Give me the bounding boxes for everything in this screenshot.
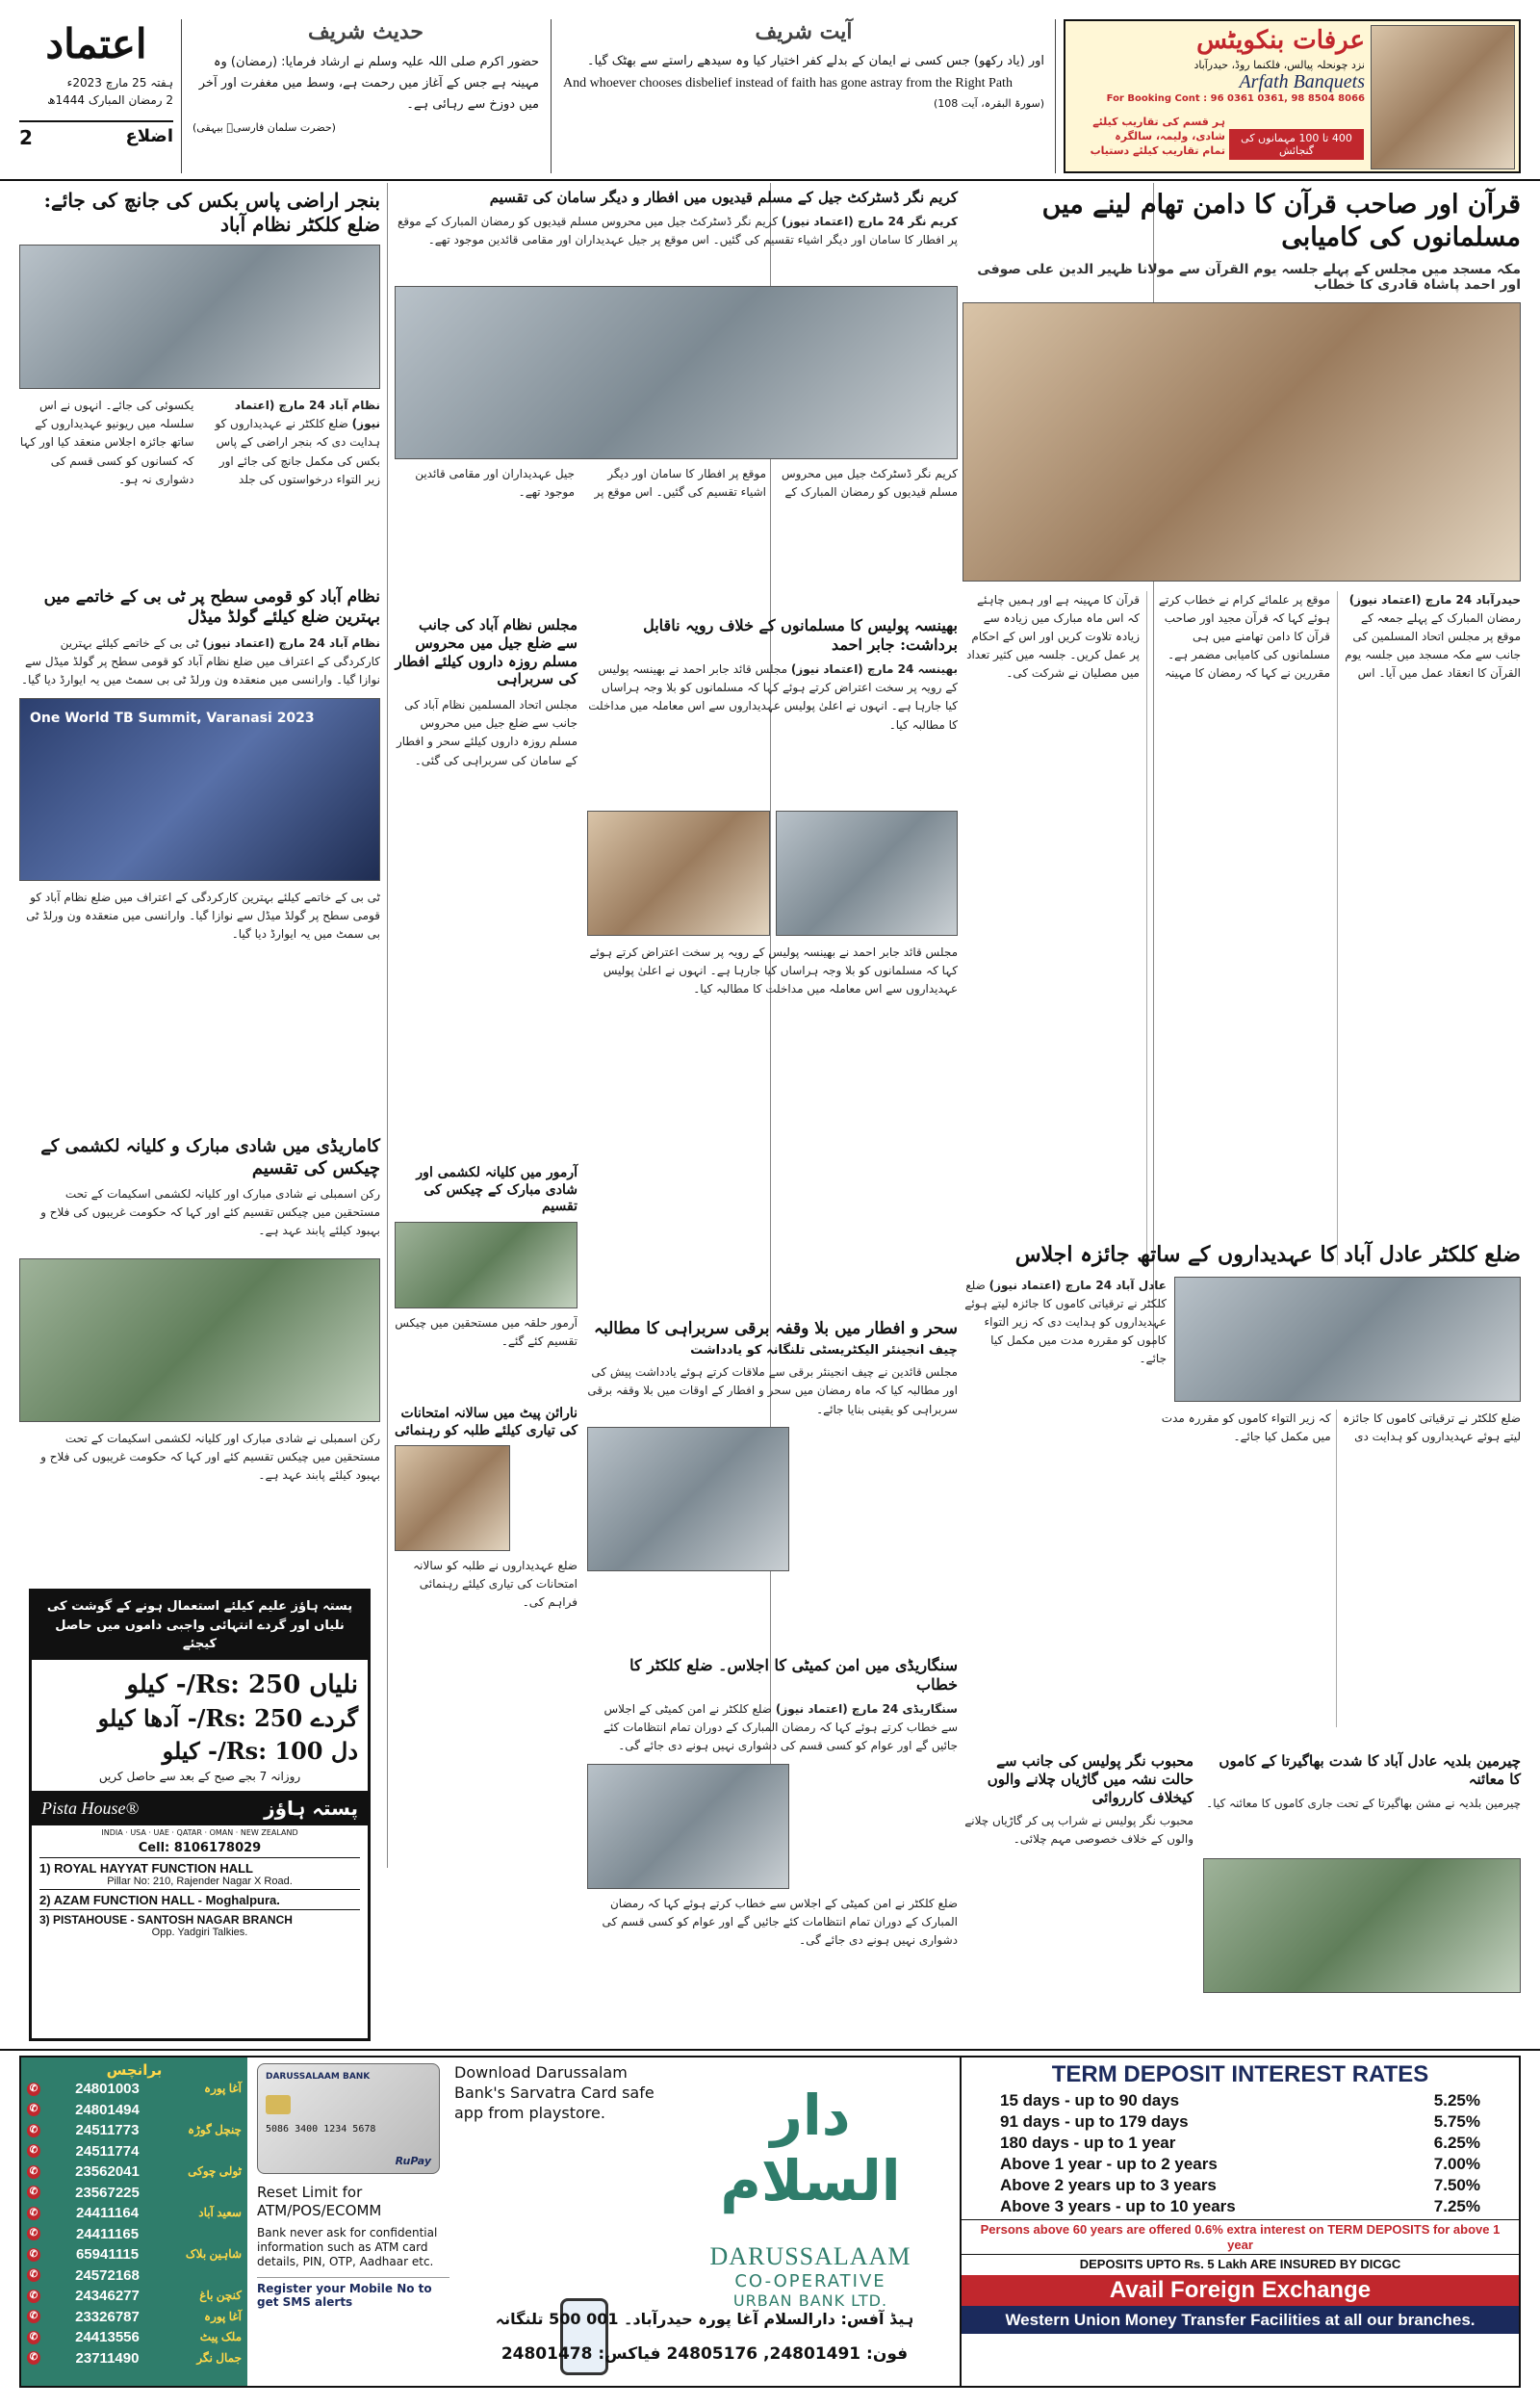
rate-row [1000,2175,1480,2196]
branch-name: چنچل گوڑہ [188,2123,242,2136]
branch-phone: 24801003 [75,2081,140,2097]
section-name: اضلاع [125,125,173,146]
branch-row [27,2265,242,2287]
branch-phone: 23567225 [75,2184,140,2201]
photo-narayanpet [395,1445,510,1551]
phone-icon: ✆ [27,2207,40,2220]
download-text: Download Darussalam Bank's Sarvatra Card safe app from playstore. [454,2063,654,2122]
dateline-adilabad: عادل آباد 24 مارچ (اعتماد نیوز) [988,1278,1167,1292]
rate-value: 5.75% [1433,2112,1480,2131]
tb-summit-banner: One World TB Summit, Varanasi 2023 [30,710,315,726]
subhead-electricity: چیف انجینئر الیکٹریسٹی تلنگانہ کو یادداشت [690,1343,958,1359]
article-nizamabad [19,189,380,535]
body-kamareddy-more: رکن اسمبلی نے شادی مبارک اور کلیانہ لکشمی اسکیمات کے تحت مستحقین میں چیکس تقسیم کئے اور کہا کہ حکومت غریبوں کی فلاح و بہبود کیلئے پابند عہد ہے۔ [40,1432,380,1483]
branch-name: کنچن باغ [199,2289,242,2302]
rate-term: 180 days - up to 1 year [1000,2134,1176,2152]
pista-brand: Pista House® [41,1798,140,1818]
body-adilabad-more: ضلع کلکٹر نے ترقیاتی کاموں کا جائزہ لیتے ہوئے عہدیداروں کو ہدایت دی کہ زیر التواء کاموں کو مقررہ مدت میں مکمل کیا جائے۔ [1161,1411,1521,1443]
branch-name: شاہین بلاک [185,2247,242,2261]
branch-row [27,2161,242,2183]
article-jail-sehri [395,616,578,1155]
banquet-booking: For Booking Cont : 96 0361 0361, 98 8504 8066 [1106,92,1365,104]
body-gold-medal: ٹی بی کے خاتمے کیلئے بہترین کارکردگی کے اعتراف میں ضلع نظام آباد کو قومی سطح پر گولڈ میڈل سے نوازا گیا۔ وارانسی میں منعقدہ ون ورلڈ ٹی بی سمٹ میں یہ ایوارڈ دیا گیا۔ [20,635,380,686]
body-karimnagar: کریم نگر ڈسٹرکٹ جیل میں محروس مسلم قیدیوں کو رمضان المبارک کے موقع پر افطار کا سامان اور دیگر اشیاء تقسیم کی گئیں۔ اس موقع پر جیل عہدیداران اور مقامی قائدین موجود تھے۔ [397,214,958,246]
pista-countries: INDIA · USA · UAE · QATAR · OMAN · NEW ZEALAND [101,1828,298,1837]
branch-name: آغا پورہ [204,2082,242,2095]
branch-row [27,2307,242,2328]
headline-electricity: سحر و افطار میں بلا وقفہ برقی سربراہی کا مطالبہ [594,1319,958,1338]
hijri-line: 2 رمضان المبارک 1444ھ [47,92,173,107]
forex-text: Western Union Money Transfer Facilities at all our branches. [962,2306,1519,2334]
photo-jail-distribution [395,286,958,459]
article-electricity [587,1319,958,1646]
masthead [19,19,1521,173]
rate-term: Above 1 year - up to 2 years [1000,2155,1218,2173]
branch-name: ملک پیٹ [199,2330,242,2343]
banquet-title-urdu: عرفات بنکویٹس [1196,26,1365,55]
ayat-english: And whoever chooses disbelief instead of faith has gone astray from the Right Path [563,76,1013,91]
phone-icon: ✆ [27,2144,40,2158]
rate-row [1000,2196,1480,2217]
branch-phone: 23326787 [75,2308,140,2325]
photo-adilabad-review [1174,1277,1521,1402]
branch-row [27,2203,242,2224]
bank-name-1: DARUSSALAAM [709,2242,911,2270]
branch-row [27,2183,242,2204]
branch-phone: 24801494 [75,2101,140,2118]
branch-phone: 23562041 [75,2163,140,2180]
phone-icon: ✆ [27,2103,40,2116]
banquet-building-image [1371,25,1515,169]
headline-kamareddy: کاماریڈی میں شادی مبارک و کلیانہ لکشمی کے چیکس کی تقسیم [40,1136,380,1178]
dateline-gold-medal: نظام آباد 24 مارچ (اعتماد نیوز) [202,635,380,650]
bank-phones: فون: 24801491, 24805176 فیاکس: 24801478 [500,2344,909,2364]
branch-row [27,2348,242,2369]
pista-price-line-2: گردے Rs: 250/- آدھا کیلو [97,1704,358,1732]
phone-icon: ✆ [27,2083,40,2096]
rate-value: 7.00% [1433,2155,1480,2173]
head-office: ہیڈ آفس: دارالسلام آغا پورہ حیدرآباد۔ 001 500 تلنگانہ [495,2310,914,2328]
page-number: 2 [19,125,33,149]
body-nizamabad: ضلع کلکٹر نے عہدیداروں کو ہدایت دی کہ بنجر اراضی کے پاس بکس کی مکمل جانچ کی جائے اور زیر التواء درخواستوں کی جلد یکسوئی کی جائے۔ انہوں نے اس سلسلہ میں ریونیو عہدیداروں کے ساتھ جائزہ اجلاس منعقد کیا اور کہا کہ کسانوں کو کسی قسم کی دشواری نہ ہو۔ [19,399,380,486]
hadith-text: حضور اکرم صلی اللہ علیہ وسلم نے ارشاد فرمایا: (رمضان) وہ مہینہ ہے جس کے آغاز میں رحمت ہے، وسط میں مغفرت اور آخر میں دوزخ سے رہائی ہے۔ [198,54,539,112]
card-panel [257,2063,449,2381]
bank-logo: دار السلام [720,2083,901,2213]
ayat-ref: (سورۃ البقرہ، آیت 108) [933,97,1044,111]
warning-text: Bank never ask for confidential information such as ATM card details, PIN, OTP, Aadhaar etc. [257,2225,438,2268]
headline-jail-sehri: مجلس نظام آباد کی جانب سے ضلع جیل میں محروس مسلم روزہ داروں کیلئے افطار کی سربراہی [395,616,578,688]
dateline-nizamabad: نظام آباد 24 مارچ (اعتماد نیوز) [234,399,380,431]
pista-cell: Cell: 8106178029 [138,1841,262,1855]
photo-electricity-memo [587,1427,789,1571]
sms-text: Register your Mobile No to get SMS alerts [257,2277,449,2309]
headline-adilabad-chairman: چیرمین بلدیہ عادل آباد کا شدت بھاگیرتا کے کاموں کا معائنہ [1219,1752,1521,1788]
headline-adilabad: ضلع کلکٹر عادل آباد کا عہدیداروں کے ساتھ جائزہ اجلاس [1014,1242,1521,1267]
body-bhainsa: مجلس قائد جابر احمد نے بھینسہ پولیس کے رویہ پر سخت اعتراض کرتے ہوئے کہا کہ مسلمانوں کو بلا وجہ ہراساں کیا جارہا ہے۔ انہوں نے اعلیٰ پولیس عہدیداروں سے اس معاملہ میں مداخلت کا مطالبہ کیا۔ [588,662,958,732]
pista-branch-3: 3) PISTAHOUSE - SANTOSH NAGAR BRANCH Opp. Yadgiri Talkies. [39,1909,360,1938]
branch-row [27,2327,242,2348]
branch-phone: 24411165 [75,2225,140,2242]
banquet-address: نزد چونحلہ پیالس، فلکنما روڈ، حیدرآباد [1194,58,1365,71]
newspaper-logo: اعتماد [45,20,147,67]
ayat-block [563,19,1044,173]
subhead-quran: مکہ مسجد میں مجلس کے پہلے جلسہ یوم القرآن سے مولانا ظہیر الدین علی صوفی اور احمد پاشاہ قادری کا خطاب [977,261,1521,293]
logo-block [19,19,173,173]
branch-phone: 24346277 [75,2288,140,2304]
branch-name: ٹولی چوکی [188,2164,242,2178]
rate-value: 7.50% [1433,2176,1480,2194]
body-sangareddy: ضلع کلکٹر نے امن کمیٹی کے اجلاس سے خطاب کرتے ہوئے کہا کہ رمضان المبارک کے دوران تمام انتظامات کئے جائیں گے اور عوام کو کسی قسم کی دشواری نہیں ہونے دی جائے گی۔ [603,1702,958,1753]
pista-branch-1: 1) ROYAL HAYYAT FUNCTION HALL Pillar No: 210, Rajender Nagar X Road. [39,1857,360,1887]
article-gold-medal [19,587,380,1126]
pista-note: روزانہ 7 بجے صبح کے بعد سے حاصل کریں [98,1770,301,1783]
banquet-ad [1064,19,1521,173]
dateline-sangareddy: سنگاریڈی 24 مارچ (اعتماد نیوز) [775,1702,958,1716]
rates-table [962,2088,1519,2219]
branch-phone: 24413556 [75,2329,140,2345]
deposit-title: TERM DEPOSIT INTEREST RATES [1051,2061,1429,2087]
body-quran: رمضان المبارک کے پہلے جمعہ کے موقع پر مجلس اتحاد المسلمین کی جانب سے مکہ مسجد میں جلسہ یوم القرآن کا انعقاد عمل میں آیا۔ اس موقع پر علمائے کرام نے خطاب کرتے ہوئے کہا کہ قرآن مجید اور صاحب قرآن کا دامن تھامنے میں ہی مسلمانوں کی کامیابی مضمر ہے۔ مقررین نے کہا کہ رمضان کا مہینہ قرآن کا مہینہ ہے اور ہمیں چاہئے کہ اس ماہ مبارک میں زیادہ سے زیادہ تلاوت کریں اور اس کے احکام پر عمل کریں۔ جلسہ میں کثیر تعداد میں مصلیان نے شرکت کی۔ [966,592,1521,681]
body-mahbubnagar: محبوب نگر پولیس نے شراب پی کر گاڑیاں چلانے والوں کے خلاف خصوصی مہم چلائی۔ [964,1814,1194,1847]
body-bhainsa-more: مجلس قائد جابر احمد نے بھینسہ پولیس کے رویہ پر سخت اعتراض کرتے ہوئے کہا کہ مسلمانوں کو بلا وجہ ہراساں کیا جارہا ہے۔ انہوں نے اعلیٰ پولیس عہدیداروں سے اس معاملہ میں مداخلت کا مطالبہ کیا۔ [589,945,958,996]
pista-house-ad [29,1589,371,2041]
branch-name: سعید آباد [198,2206,242,2219]
rate-row [1000,2090,1480,2111]
article-karimnagar [395,189,958,593]
forex-title: Avail Foreign Exchange [962,2275,1519,2306]
ayat-title: آیت شریف [755,19,853,44]
card-number: 5086 3400 1234 5678 [266,2124,376,2135]
branch-phone: 65941115 [75,2246,140,2263]
body-adilabad-chairman: چیرمین بلدیہ نے مشن بھاگیرتا کے تحت جاری کاموں کا معائنہ کیا۔ [1206,1796,1521,1810]
body-jail-sehri: مجلس اتحاد المسلمین نظام آباد کی جانب سے ضلع جیل میں محروس مسلم روزہ داروں کیلئے سحر و افطار کے سامان کی سربراہی کی گئی۔ [396,698,578,767]
phone-icon: ✆ [27,2290,40,2303]
phone-icon: ✆ [27,2268,40,2282]
rate-row [1000,2111,1480,2133]
phone-icon: ✆ [27,2227,40,2240]
headline-quran: قرآن اور صاحب قرآن کا دامن تھام لینے میں مسلمانوں کی کامیابی [1041,190,1521,252]
photo-cheques-distribution [19,1258,380,1422]
branch-name: جمال نگر [196,2350,242,2365]
insured-note: DEPOSITS UPTO Rs. 5 Lakh ARE INSURED BY DICGC [962,2254,1519,2273]
branch-row [27,2286,242,2307]
headline-sangareddy: سنگاریڈی میں امن کمیٹی کا اجلاس۔ ضلع کلکٹر کا خطاب [629,1656,958,1694]
article-quran [962,189,1521,1229]
rate-value: 6.25% [1433,2134,1480,2152]
rate-term: 15 days - up to 90 days [1000,2091,1180,2109]
reset-text: Reset Limit for ATM/POS/ECOMM [257,2184,382,2219]
headline-gold-medal: نظام آباد کو قومی سطح پر ٹی بی کے خاتمے میں بہترین ضلع کیلئے گولڈ میڈل [43,587,380,628]
rate-term: 91 days - up to 179 days [1000,2112,1189,2131]
article-mahbubnagar [962,1752,1194,2041]
pista-price-line-3: دل Rs: 100/- کیلو [162,1737,358,1765]
branch-phone: 24411164 [75,2205,140,2221]
branch-phone: 24511773 [75,2122,140,2138]
phone-icon: ✆ [27,2310,40,2323]
photo-bhainsa-delegation [587,811,770,936]
body-electricity: مجلس قائدین نے چیف انجینئر برقی سے ملاقات کرتے ہوئے یادداشت پیش کی اور مطالبہ کیا کہ ماہ رمضان میں سحر و افطار کے اوقات میں بلا وقفہ برقی سربراہی کو یقینی بنایا جائے۔ [587,1365,958,1416]
dateline-bhainsa: بھینسہ 24 مارچ (اعتماد نیوز) [790,662,958,676]
body-narayanpet: ضلع عہدیداروں نے طلبہ کو سالانہ امتحانات کی تیاری کیلئے رہنمائی فراہم کی۔ [413,1559,578,1610]
pista-top-text: پستہ ہاؤز علیم کیلئے استعمال ہونے کے گوشت کی نلیاں اور گردے انتہائی واجبی داموں میں حاصل کیجئے [32,1592,368,1660]
photo-armoor [395,1222,578,1308]
darussalam-bank-ad [19,2056,1521,2388]
branch-row [27,2100,242,2121]
hadith-block [192,19,539,173]
photo-mecca-masjid [962,302,1521,582]
capacity-badge: 400 تا 100 مہمانوں کی گنجائش [1229,129,1364,160]
rate-term: Above 3 years - up to 10 years [1000,2197,1236,2215]
phone-icon: ✆ [27,2124,40,2137]
branch-row [27,2120,242,2141]
headline-nizamabad: بنجر اراضی پاس بکس کی جانچ کی جائے: ضلع کلکٹر نظام آباد [43,189,380,236]
headline-narayanpet: نارائن پیٹ میں سالانہ امتحانات کی تیاری کیلئے طلبہ کو رہنمائی [395,1406,578,1438]
article-adilabad-chairman [1203,1752,1521,2041]
photo-peace-committee [587,1764,789,1889]
article-sangareddy [587,1656,958,2041]
rate-value: 7.25% [1433,2197,1480,2215]
body-karimnagar-more: کریم نگر ڈسٹرکٹ جیل میں محروس مسلم قیدیوں کو رمضان المبارک کے موقع پر افطار کا سامان اور دیگر اشیاء تقسیم کی گئیں۔ اس موقع پر جیل عہدیداران اور مقامی قائدین موجود تھے۔ [415,466,958,499]
banquet-title-en: Arfath Banquets [1239,70,1365,92]
branch-phone: 24511774 [75,2142,140,2160]
article-bhainsa [587,616,958,1309]
banquet-offer-list: ہر قسم کی تقاریب کیلئے شادی، ولیمہ، سالگرہ تمام تقاریب کیلئے دستیاب [1090,116,1225,157]
branch-phone: 23711490 [75,2349,140,2367]
rate-value: 5.25% [1433,2091,1480,2109]
date-line: ہفتہ 25 مارچ 2023ء [66,75,173,90]
branch-name: آغا پورہ [204,2309,242,2323]
phone-icon: ✆ [27,2331,40,2344]
branches-panel [21,2058,247,2386]
photo-collector-meeting [19,245,380,389]
bank-name-2: CO-OPERATIVE [734,2271,886,2291]
card-brand: RuPay [395,2155,431,2167]
body-gold-medal-more: ٹی بی کے خاتمے کیلئے بہترین کارکردگی کے اعتراف میں ضلع نظام آباد کو قومی سطح پر گولڈ میڈل سے نوازا گیا۔ وارانسی میں منعقدہ ون ورلڈ ٹی بی سمٹ میں یہ ایوارڈ دیا گیا۔ [26,890,380,941]
photo-tb-summit [19,698,380,881]
atm-card [257,2063,440,2174]
pista-brand-bar [32,1791,368,1825]
branch-row [27,2244,242,2265]
headline-karimnagar: کریم نگر ڈسٹرکٹ جیل کے مسلم قیدیوں میں افطار و دیگر سامان کی تقسیم [489,189,958,206]
pista-brand-urdu: پستہ ہاؤز [264,1797,358,1820]
rates-panel [960,2058,1519,2386]
branch-row [27,2224,242,2245]
body-sangareddy-more: ضلع کلکٹر نے امن کمیٹی کے اجلاس سے خطاب کرتے ہوئے کہا کہ رمضان المبارک کے دوران تمام انتظامات کئے جائیں گے اور عوام کو کسی قسم کی دشواری نہیں ہونے دی جائے گی۔ [602,1897,958,1948]
bank-logo-panel [676,2063,945,2381]
senior-note: Persons above 60 years are offered 0.6% extra interest on TERM DEPOSITS for above 1 year [962,2219,1519,2254]
rate-row [1000,2154,1480,2175]
body-armoor: آرمور حلقہ میں مستحقین میں چیکس تقسیم کئے گئے۔ [395,1315,578,1348]
phone-icon: ✆ [27,2165,40,2179]
dateline-karimnagar: کریم نگر 24 مارچ (اعتماد نیوز) [781,214,958,228]
headline-armoor: آرمور میں کلیانہ لکشمی اور شادی مبارک کے چیکس کی تقسیم [416,1165,578,1214]
bank-name-3: URBAN BANK LTD. [732,2291,888,2310]
phone-icon: ✆ [27,2351,40,2365]
headline-mahbubnagar: محبوب نگر پولیس کی جانب سے حالت نشہ میں گاڑیاں چلانے والوں کیخلاف کارروائی [987,1752,1194,1806]
branch-list [27,2079,242,2368]
branches-title: برانچس [106,2061,163,2079]
phone-icon: ✆ [27,2248,40,2262]
card-chip-icon [266,2095,291,2114]
pista-price-line-1: نلیاں Rs: 250/- کیلو [126,1669,358,1699]
pista-branch-2: 2) AZAM FUNCTION HALL - Moghalpura. [39,1889,360,1907]
body-kamareddy: رکن اسمبلی نے شادی مبارک اور کلیانہ لکشمی اسکیمات کے تحت مستحقین میں چیکس تقسیم کئے اور کہا کہ حکومت غریبوں کی فلاح و بہبود کیلئے پابند عہد ہے۔ [40,1187,380,1238]
hadith-title: حدیث شریف [307,19,424,44]
card-bank-name: DARUSSALAAM BANK [266,2072,371,2082]
article-adilabad [962,1242,1521,1743]
ayat-text: اور (یاد رکھو) جس کسی نے ایمان کے بدلے کفر اختیار کیا وہ سیدھے راستے سے بھٹک گیا۔ [586,53,1044,68]
hadith-ref: (حضرت سلمان فارسیؓ بیہقی) [192,120,336,134]
rate-row [1000,2133,1480,2154]
article-kamareddy [19,1136,380,1579]
phone-icon: ✆ [27,2186,40,2199]
photo-bhagiratha-inspection [1203,1858,1521,1993]
download-panel [454,2063,656,2188]
headline-bhainsa: بھینسہ پولیس کا مسلمانوں کے خلاف رویہ ناقابل برداشت: جابر احمد [643,616,958,654]
rate-term: Above 2 years up to 3 years [1000,2176,1217,2194]
branch-row [27,2079,242,2100]
dateline-quran: حیدرآباد 24 مارچ (اعتماد نیوز) [1348,592,1521,607]
article-armoor [395,1165,578,1386]
photo-bhainsa-leader [776,811,958,936]
article-narayanpet [395,1406,578,1839]
body-adilabad: ضلع کلکٹر نے ترقیاتی کاموں کا جائزہ لیتے ہوئے عہدیداروں کو ہدایت دی کہ زیر التواء کاموں کو مقررہ مدت میں مکمل کیا جائے۔ [964,1278,1167,1366]
branch-row [27,2141,242,2162]
branch-phone: 24572168 [75,2266,140,2284]
